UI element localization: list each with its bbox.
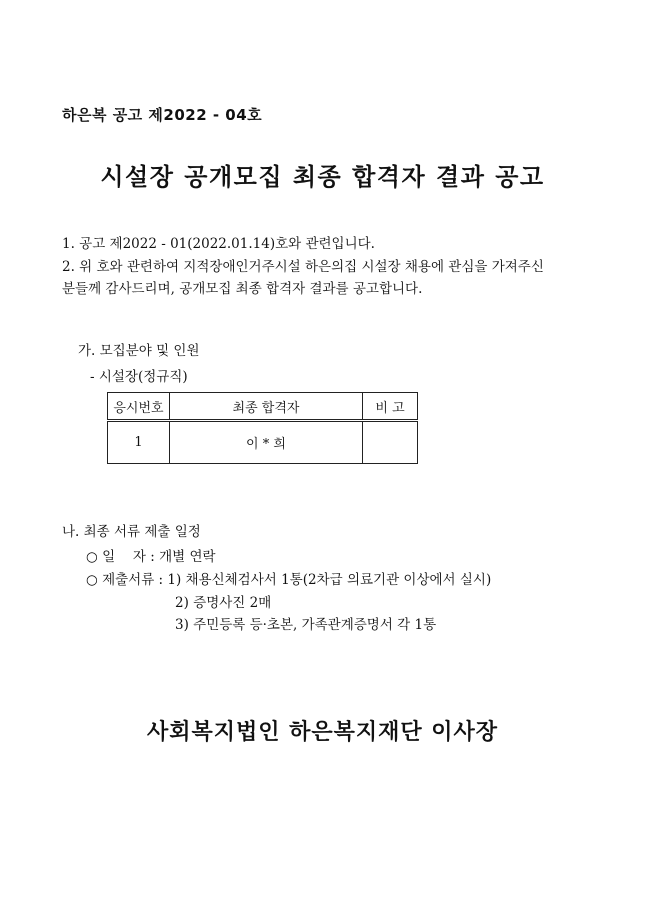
notice-number: 하은복 공고 제2022 - 04호 — [62, 106, 263, 124]
cell-applicant-no: 1 — [108, 421, 170, 464]
section-a-heading: 가. 모집분야 및 인원 — [78, 343, 200, 359]
intro-line-2: 2. 위 호와 관련하여 지적장애인거주시설 하은의집 시설장 채용에 관심을 가져주신 — [62, 259, 544, 275]
document-title: 시설장 공개모집 최종 합격자 결과 공고 — [100, 163, 545, 191]
date-line: ○ 일 자 : 개별 연락 — [86, 549, 216, 565]
document-item-2: 2) 증명사진 2매 — [175, 595, 272, 611]
cell-final-candidate: 이 * 희 — [170, 421, 363, 464]
section-b-heading: 나. 최종 서류 제출 일정 — [62, 524, 201, 540]
intro-line-1: 1. 공고 제2022 - 01(2022.01.14)호와 관련입니다. — [62, 236, 375, 252]
section-a-subheading: - 시설장(정규직) — [90, 369, 188, 385]
result-table — [107, 392, 418, 464]
table-header-row — [108, 393, 418, 421]
header-applicant-no: 응시번호 — [108, 393, 170, 421]
intro-line-3: 분들께 감사드리며, 공개모집 최종 합격자 결과를 공고합니다. — [62, 281, 423, 297]
documents-line: ○ 제출서류 : 1) 채용신체검사서 1통(2차급 의료기관 이상에서 실시) — [86, 572, 492, 588]
document-item-3: 3) 주민등록 등·초본, 가족관계증명서 각 1통 — [175, 617, 437, 633]
header-remarks: 비 고 — [363, 393, 418, 421]
header-final-candidate: 최종 합격자 — [170, 393, 363, 421]
cell-remarks — [363, 421, 418, 464]
table-row — [108, 421, 418, 464]
issuing-organization: 사회복지법인 하은복지재단 이사장 — [146, 720, 499, 745]
